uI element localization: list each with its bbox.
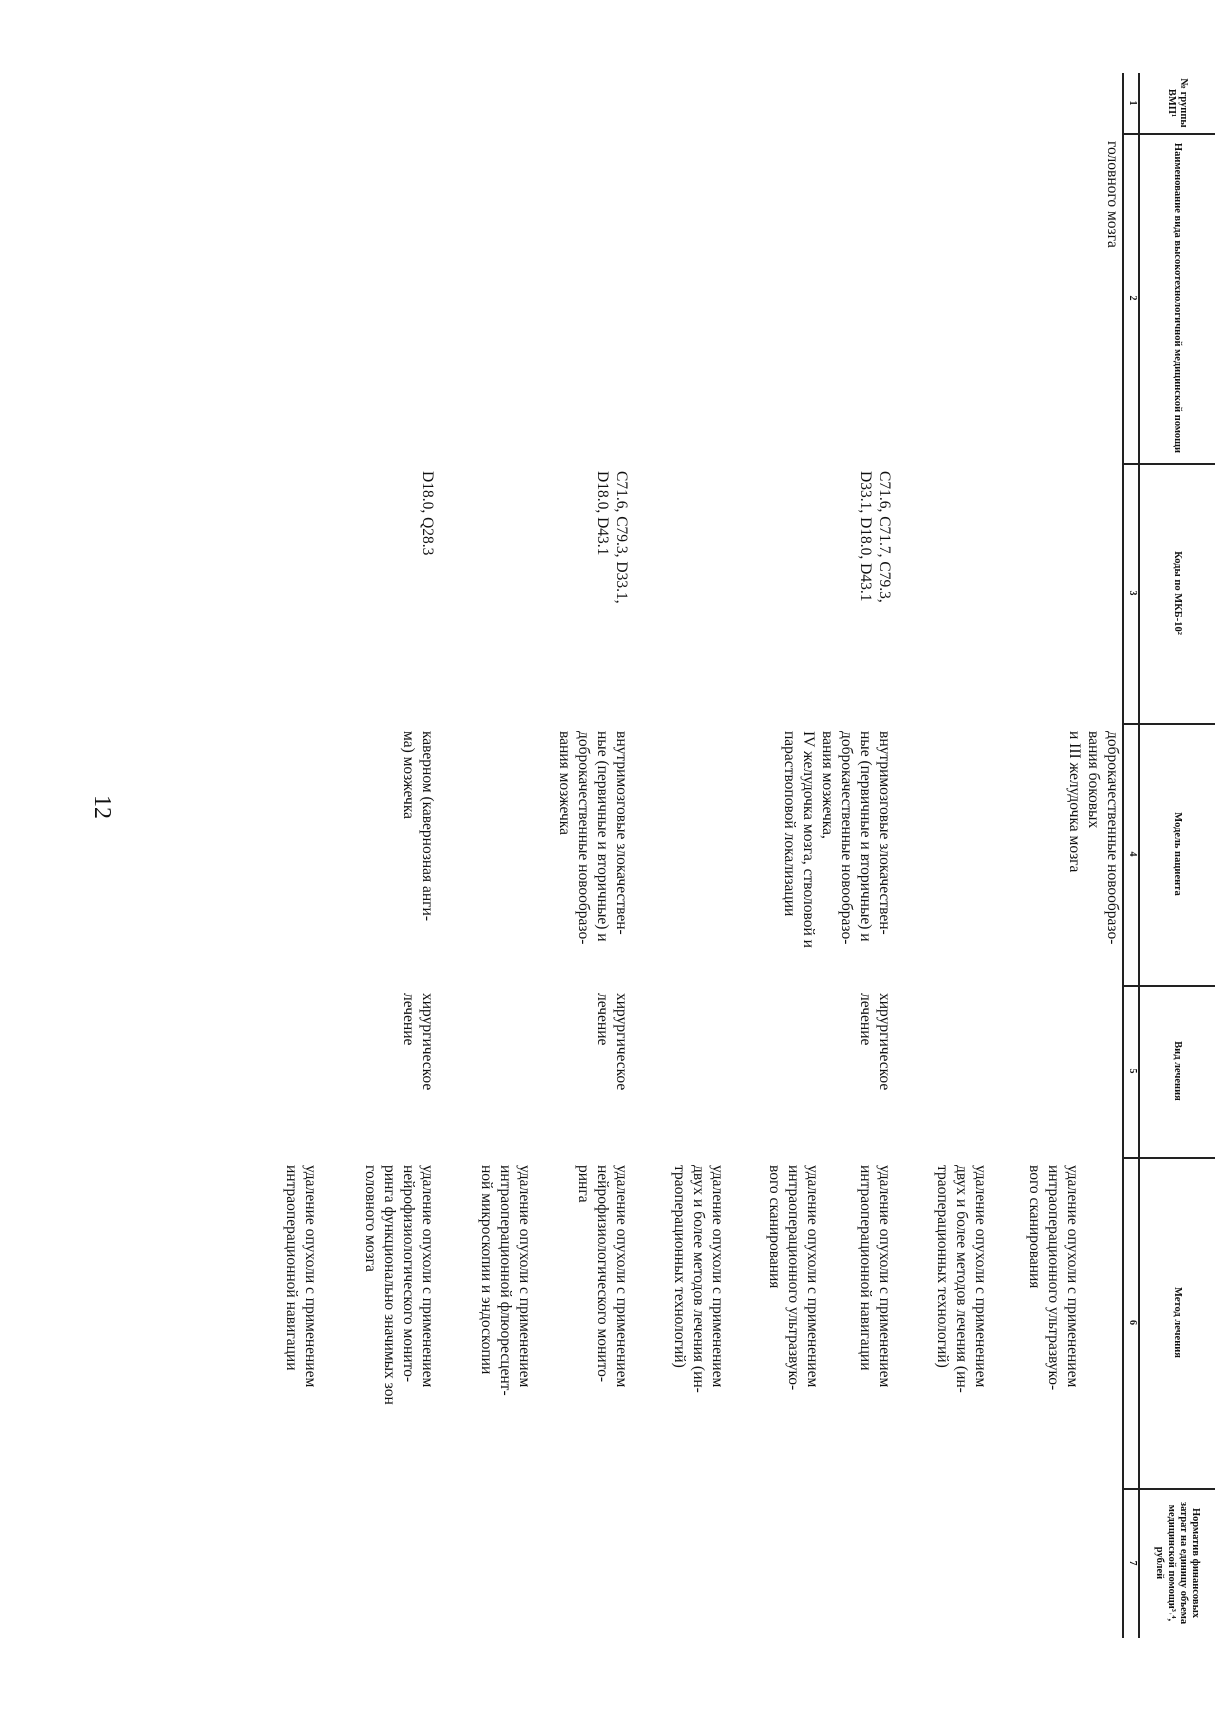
- treatment-method-cell: удаление опухоли с применением двух и более методов лечения (ин- траоперационных технологий): [671, 1165, 726, 1393]
- patient-model-cell: внутримозговые злокачествен- ные (первичные и вторичные) и доброкачественные новообразо- вания мозжечка: [556, 731, 630, 945]
- header-treatment-type: Вид лечения: [1172, 1041, 1184, 1101]
- treatment-method-cell: удаление опухоли с применением интраоперационного ультразвуко- вого сканирования: [1026, 1165, 1081, 1391]
- icd-codes-cell: C71.6, C71.7, C79.3, D33.1, D18.0, D43.1: [857, 471, 893, 603]
- rotated-table: [215, 73, 1215, 1638]
- column-number: 4: [1127, 851, 1138, 857]
- treatment-method-cell: удаление опухоли с применением интраоперационного ультразвуко- вого сканирования: [766, 1165, 821, 1391]
- header-treatment-method: Метод лечения: [1172, 1287, 1184, 1358]
- treatment-method-cell: удаление опухоли с применением интраоперационной навигации: [283, 1165, 319, 1388]
- treatment-type-cell: хирургическое лечение: [857, 993, 893, 1091]
- patient-model-cell: внутримозговые злокачествен- ные (первичные и вторичные) и доброкачественные новообразо- вания мозжечка, IV желудочка мозга, стволовой и параствоповой локализации: [781, 731, 893, 948]
- patient-model-cell: доброкачественные новообразо- вания боковых и III желудочка мозга: [1066, 731, 1121, 945]
- treatment-method-cell: удаление опухоли с применением нейрофизиологического монито- ринга функционально значимых зон головного мозга: [362, 1165, 436, 1405]
- treatment-method-cell: удаление опухоли с применением интраоперационной флюоресцент- ной микроскопии и эндоскопии: [478, 1165, 533, 1396]
- column-number: 6: [1127, 1320, 1138, 1325]
- header-cost-norm: Норматив финансовых затрат на единицу объема медицинской помощи³˒⁴, рублей: [1154, 1501, 1202, 1625]
- column-number: 7: [1127, 1560, 1138, 1566]
- patient-model-cell: каверном (кавернозная анги- ма) мозжечка: [400, 731, 436, 921]
- icd-codes-cell: D18.0, Q28.3: [419, 471, 436, 556]
- header-vmp-name: Наименование вида высокотехнологичной медицинской помощи: [1172, 142, 1184, 454]
- treatment-method-cell: удаление опухоли с применением нейрофизиологического монито- ринга: [575, 1165, 630, 1388]
- column-number: 2: [1127, 295, 1138, 301]
- column-number: 5: [1127, 1068, 1138, 1074]
- table-header: [1138, 73, 1215, 1638]
- column-numbers-row: [1122, 73, 1140, 1638]
- treatment-type-cell: хирургическое лечение: [594, 993, 630, 1091]
- treatment-type-cell: хирургическое лечение: [400, 993, 436, 1091]
- vmp-name-cell: головного мозга: [1104, 141, 1121, 248]
- icd-codes-cell: C71.6, C79.3, D33.1, D18.0, D43.1: [594, 471, 630, 604]
- header-group-number: № группы ВМП¹: [1166, 78, 1190, 128]
- column-number: 1: [1127, 100, 1138, 106]
- page-number: 12: [89, 795, 115, 819]
- header-patient-model: Модель пациента: [1172, 812, 1184, 896]
- treatment-method-cell: удаление опухоли с применением интраоперационной навигации: [857, 1165, 893, 1388]
- column-number: 3: [1127, 590, 1138, 596]
- header-icd-codes: Коды по МКБ-10²: [1172, 551, 1184, 635]
- treatment-method-cell: удаление опухоли с применением двух и более методов лечения (ин- траоперационных технологий): [934, 1165, 989, 1393]
